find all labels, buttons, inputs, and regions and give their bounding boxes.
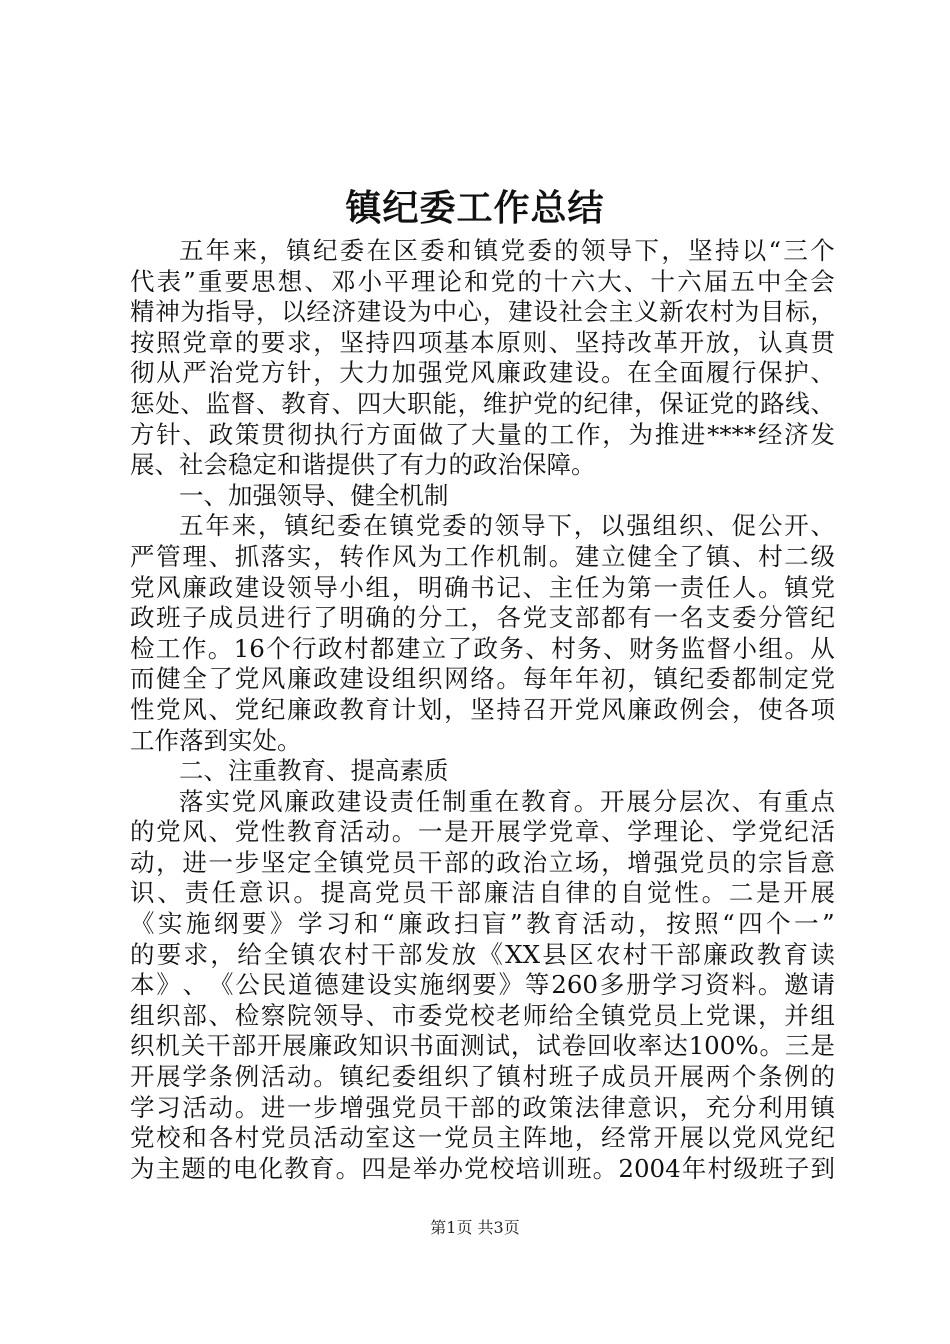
body-line: 按 照 党 章 的 要 求 ， 坚 持 四 项 基 本 原 则 、 坚 持 改 革 开 放 ， 认 真 贯: [130, 327, 835, 357]
body-line: 动 ， 进 一 步 坚 定 全 镇 党 员 干 部 的 政 治 立 场 ， 增 强 党 员 的 宗 旨 意: [130, 847, 835, 877]
body-line: 代 表 ” 重 要 思 想 、 邓 小 平 理 论 和 党 的 十 六 大 、 十 六 届 五 中 全 会: [130, 266, 835, 296]
document-body: [130, 236, 835, 1184]
body-line: 彻 从 严 治 党 方 针 ， 大 力 加 强 党 风 廉 政 建 设 。 在 全 面 履 行 保 护 、: [130, 358, 835, 388]
body-line: 性 党 风 、 党 纪 廉 政 教 育 计 划 ， 坚 持 召 开 党 风 廉 政 例 会 ， 使 各 项: [130, 694, 835, 724]
body-line: 开 展 学 条 例 活 动 。 镇 纪 委 组 织 了 镇 村 班 子 成 员 开 展 两 个 条 例 的: [130, 1062, 835, 1092]
body-line: 《 实 施 纲 要 》 学 习 和 “ 廉 政 扫 盲 ” 教 育 活 动 ， 按 照 “ 四 个 一 ”: [130, 909, 835, 939]
body-line: 精 神 为 指 导 ， 以 经 济 建 设 为 中 心 ， 建 设 社 会 主 义 新 农 村 为 目 标 ，: [130, 297, 835, 327]
body-line: 政 班 子 成 员 进 行 了 明 确 的 分 工 ， 各 党 支 部 都 有 一 名 支 委 分 管 纪: [130, 603, 835, 633]
page-footer: 第1页 共3页: [430, 1218, 520, 1237]
body-line: 工作落到实处。: [130, 725, 302, 755]
body-line: 一、加强领导、健全机制: [179, 480, 449, 510]
body-line: 织 机 关 干 部 开 展 廉 政 知 识 书 面 测 试 ， 试 卷 回 收 率 达 100% 。 三 是: [130, 1031, 835, 1061]
body-line: 本 》 、 《 公 民 道 德 建 设 实 施 纲 要 》 等 260 多 册 学 习 资 料 。 邀 请: [130, 970, 835, 1000]
body-line: 为 主 题 的 电 化 教 育 。 四 是 举 办 党 校 培 训 班 。 2004 年 村 级 班 子 到: [130, 1153, 835, 1183]
body-line: 识 、 责 任 意 识 。 提 高 党 员 干 部 廉 洁 自 律 的 自 觉 性 。 二 是 开 展: [130, 878, 835, 908]
body-line: 严 管 理 、 抓 落 实 ， 转 作 风 为 工 作 机 制 。 建 立 健 全 了 镇 、 村 二 级: [130, 541, 835, 571]
body-line: 党 风 廉 政 建 设 领 导 小 组 ， 明 确 书 记 、 主 任 为 第 一 责 任 人 。 镇 党: [130, 572, 835, 602]
body-line: 组 织 部 、 检 察 院 领 导 、 市 委 党 校 老 师 给 全 镇 党 员 上 党 课 ， 并 组: [130, 1000, 835, 1030]
body-line: 党 校 和 各 村 党 员 活 动 室 这 一 党 员 主 阵 地 ， 经 常 开 展 以 党 风 党 纪: [130, 1123, 835, 1153]
body-line: 五 年 来 ， 镇 纪 委 在 镇 党 委 的 领 导 下 ， 以 强 组 织 、 促 公 开 、: [179, 511, 835, 541]
body-line: 方 针 、 政 策 贯 彻 执 行 方 面 做 了 大 量 的 工 作 ， 为 推 进 **** 经 济 发: [130, 419, 835, 449]
body-line: 五 年 来 ， 镇 纪 委 在 区 委 和 镇 党 委 的 领 导 下 ， 坚 持 以 “ 三 个: [179, 236, 835, 265]
body-line: 的 要 求 ， 给 全 镇 农 村 干 部 发 放 《 XX 县 区 农 村 干 部 廉 政 教 育 读: [130, 939, 835, 969]
body-line: 展、社会稳定和谐提供了有力的政治保障。: [130, 450, 596, 480]
body-line: 而 健 全 了 党 风 廉 政 建 设 组 织 网 络 。 每 年 年 初 ， 镇 纪 委 都 制 定 党: [130, 664, 835, 694]
body-line: 检 工 作 。 16 个 行 政 村 都 建 立 了 政 务 、 村 务 、 财 务 监 督 小 组 。 从: [130, 633, 835, 663]
body-line: 学 习 活 动 。 进 一 步 增 强 党 员 干 部 的 政 策 法 律 意 识 ， 充 分 利 用 镇: [130, 1092, 835, 1122]
body-line: 惩 处 、 监 督 、 教 育 、 四 大 职 能 ， 维 护 党 的 纪 律 ， 保 证 党 的 路 线 、: [130, 388, 835, 418]
body-line: 二、注重教育、提高素质: [179, 756, 449, 786]
body-line: 的 党 风 、 党 性 教 育 活 动 。 一 是 开 展 学 党 章 、 学 理 论 、 学 党 纪 活: [130, 817, 835, 847]
document-title: 镇纪委工作总结: [345, 187, 605, 229]
body-line: 落 实 党 风 廉 政 建 设 责 任 制 重 在 教 育 。 开 展 分 层 次 、 有 重 点: [179, 786, 835, 816]
